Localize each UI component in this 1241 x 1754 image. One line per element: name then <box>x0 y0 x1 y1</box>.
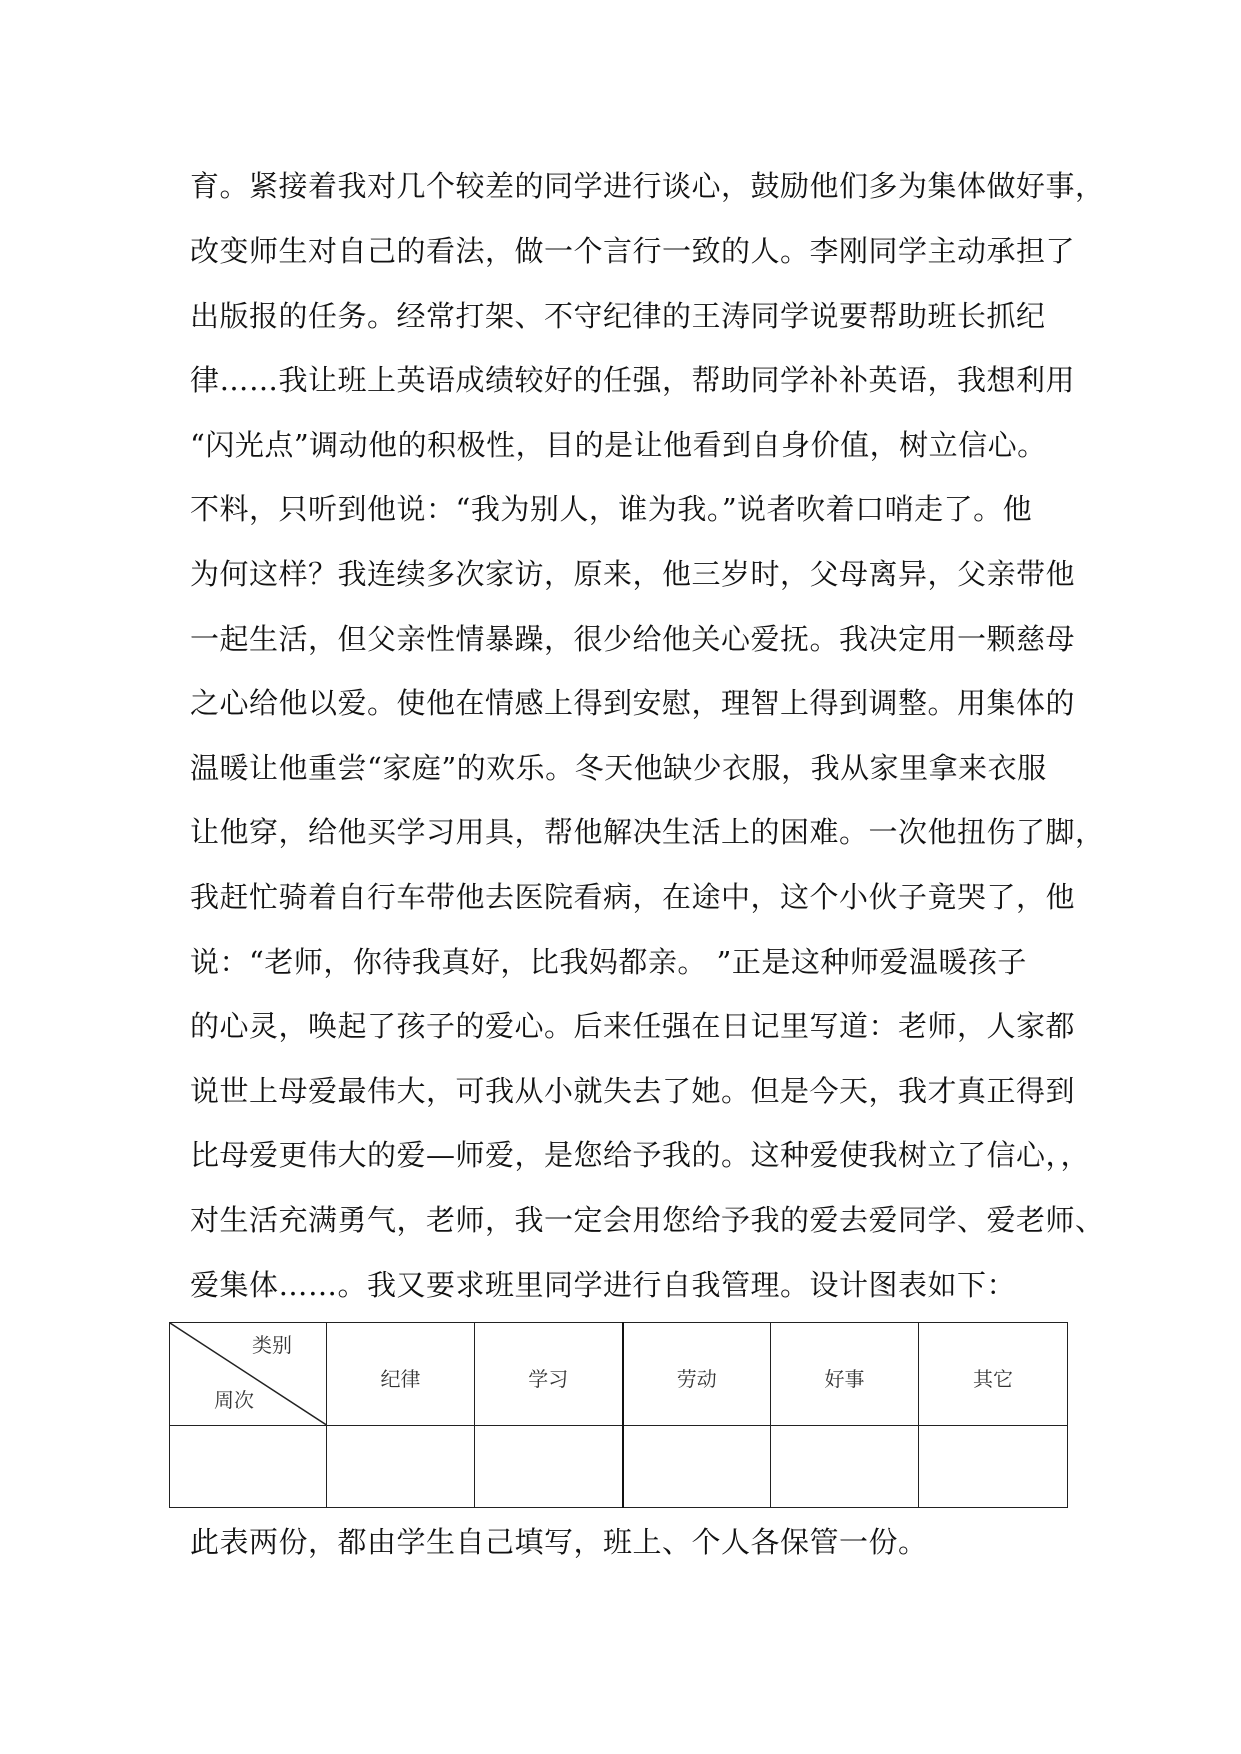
paragraph-line: 之心给他以爱。使他在情感上得到安慰，理智上得到调整。用集体的 <box>190 686 1076 720</box>
paragraph-line: 温暖让他重尝“家庭”的欢乐。冬天他缺少衣服，我从家里拿来衣服 <box>190 751 1047 785</box>
table-cell <box>919 1425 1068 1507</box>
table-cell <box>475 1425 623 1507</box>
paragraph-line: 出版报的任务。经常打架、不守纪律的王涛同学说要帮助班长抓纪 <box>190 299 1046 333</box>
column-header-discipline: 纪律 <box>327 1323 475 1426</box>
table-cell <box>170 1425 327 1507</box>
paragraph-line: 律……我让班上英语成绩较好的任强，帮助同学补补英语，我想利用 <box>190 363 1076 397</box>
paragraph-line: 的心灵，唤起了孩子的爱心。后来任强在日记里写道：老师，人家都 <box>190 1009 1076 1043</box>
paragraph-line: 改变师生对自己的看法，做一个言行一致的人。李刚同学主动承担了 <box>190 234 1076 268</box>
paragraph-line: 对生活充满勇气，老师，我一定会用您给予我的爱去爱同学、爱老师、 <box>190 1203 1105 1237</box>
diagonal-header-cell <box>170 1323 327 1426</box>
paragraph-line: 比母爱更伟大的爱—师爱，是您给予我的。这种爱使我树立了信心，， <box>190 1138 1091 1172</box>
table-cell <box>623 1425 771 1507</box>
paragraph-line: 让他穿，给他买学习用具，帮他解决生活上的困难。一次他扭伤了脚， <box>190 815 1105 849</box>
category-label: 类别 <box>252 1333 292 1357</box>
column-header-other: 其它 <box>919 1323 1068 1426</box>
paragraph-line: 说：“老师，你待我真好，比我妈都亲。 ”正是这种师爱温暖孩子 <box>190 945 1027 979</box>
table-cell <box>327 1425 475 1507</box>
self-management-table <box>169 1322 1068 1508</box>
paragraph-line: 育。紧接着我对几个较差的同学进行谈心，鼓励他们多为集体做好事， <box>190 169 1105 203</box>
column-header-good-deeds: 好事 <box>771 1323 919 1426</box>
column-header-study: 学习 <box>475 1323 623 1426</box>
table-row <box>170 1425 1068 1507</box>
paragraph-line: 一起生活，但父亲性情暴躁，很少给他关心爱抚。我决定用一颗慈母 <box>190 622 1076 656</box>
table-cell <box>771 1425 919 1507</box>
paragraph-line: 不料，只听到他说：“我为别人，谁为我。”说者吹着口哨走了。他 <box>190 492 1033 526</box>
table-header-row <box>170 1323 1068 1426</box>
closing-line: 此表两份，都由学生自己填写，班上、个人各保管一份。 <box>190 1525 928 1559</box>
paragraph-line: 爱集体……。我又要求班里同学进行自我管理。设计图表如下： <box>190 1268 1017 1302</box>
paragraph-line: 说世上母爱最伟大，可我从小就失去了她。但是今天，我才真正得到 <box>190 1074 1076 1108</box>
week-label: 周次 <box>214 1387 254 1412</box>
paragraph-line: 我赶忙骑着自行车带他去医院看病，在途中，这个小伙子竟哭了，他 <box>190 880 1076 914</box>
paragraph-line: “闪光点”调动他的积极性，目的是让他看到自身价值，树立信心。 <box>190 428 1047 462</box>
column-header-labor: 劳动 <box>623 1323 771 1426</box>
paragraph-line: 为何这样？我连续多次家访，原来，他三岁时，父母离异，父亲带他 <box>190 557 1076 591</box>
